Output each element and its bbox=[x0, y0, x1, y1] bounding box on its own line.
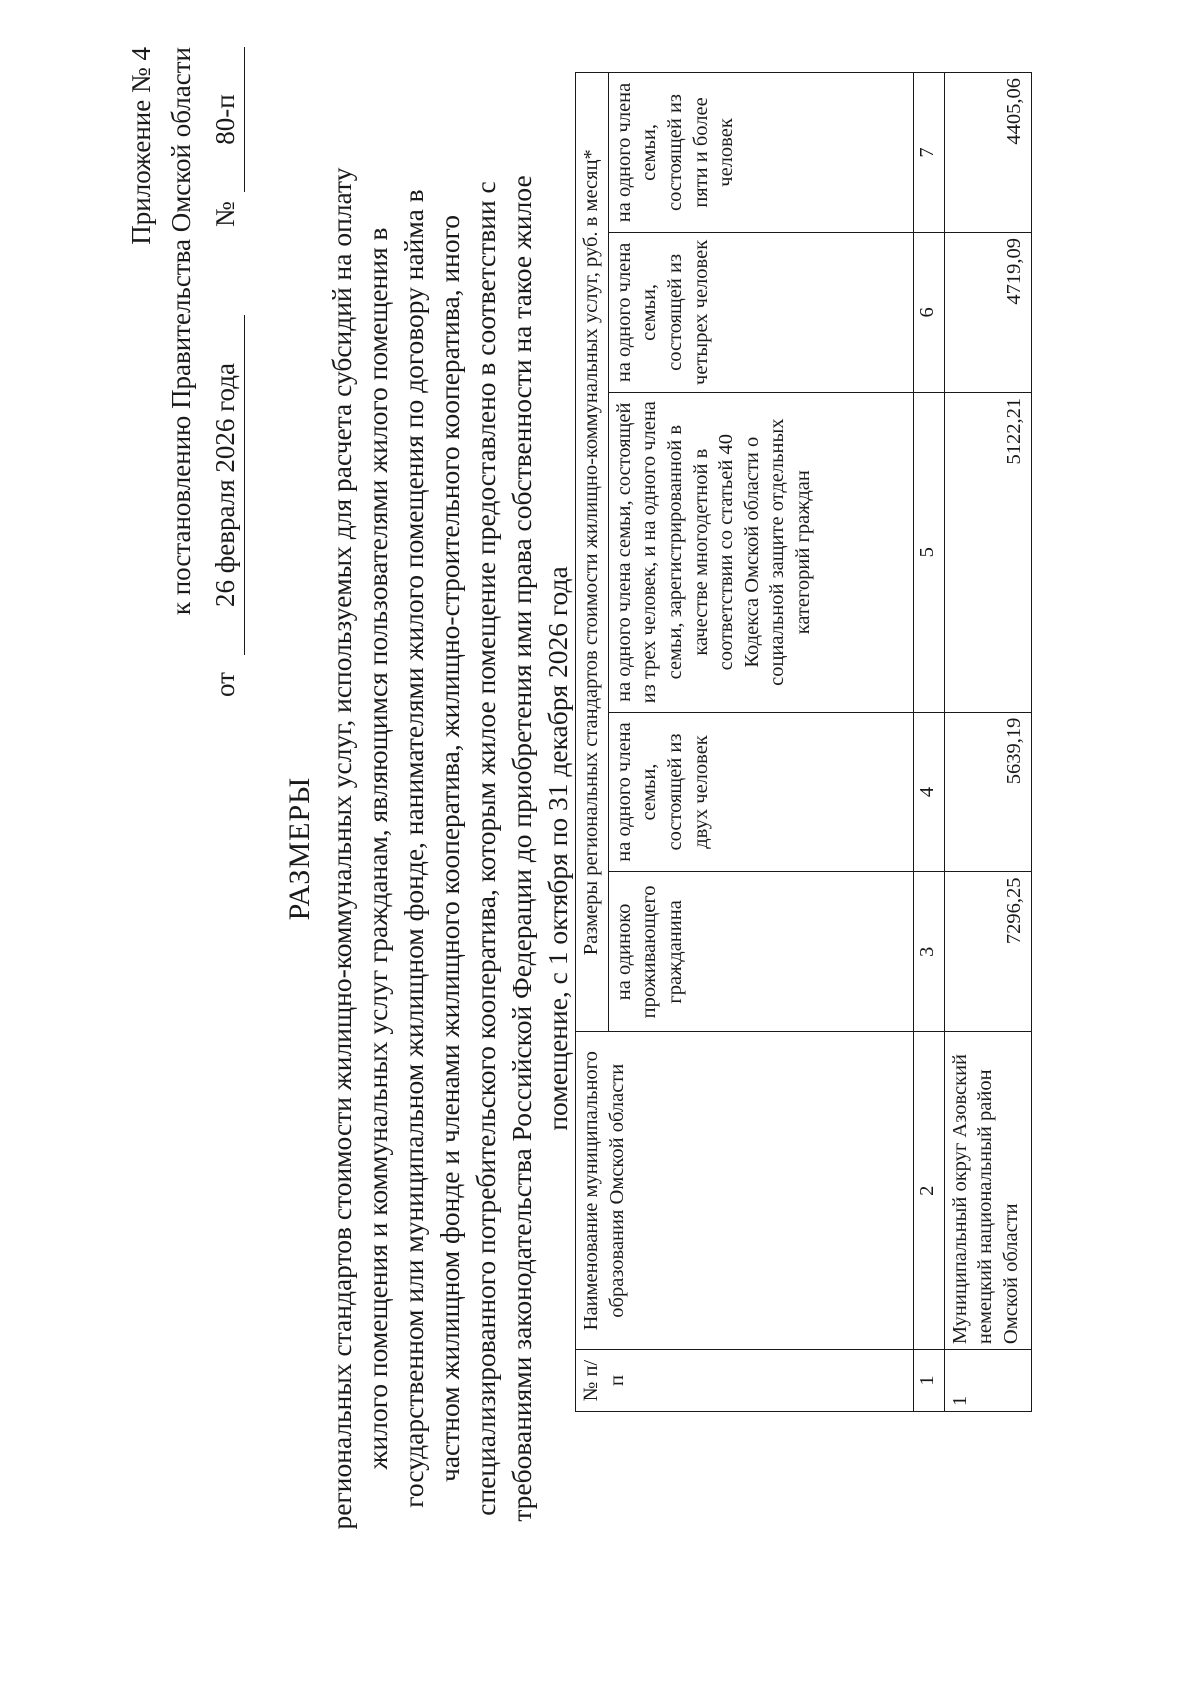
table-header-row bbox=[576, 73, 609, 1412]
body-line: жилого помещения и коммунальных услуг гражданам, являющимся пользователями жилого помещения в bbox=[362, 227, 393, 1470]
row-value: 4719,09 bbox=[944, 232, 1031, 392]
col-header-name: Наименование муниципального образования Омской области bbox=[576, 1032, 914, 1350]
column-number-row bbox=[913, 73, 944, 1412]
group-header: Размеры региональных стандартов стоимости жилищно-коммунальных услуг, руб. в месяц* bbox=[576, 73, 609, 1032]
sub-header: на одного члена семьи, состоящей из двух человек bbox=[608, 712, 913, 872]
col-header-number: № п/п bbox=[576, 1350, 914, 1412]
body-line: региональных стандартов стоимости жилищно-коммунальных услуг, используемых для расчета субсидий на оплату bbox=[326, 167, 357, 1530]
body-line: специализированного потребительского кооператива, которым жилое помещение предоставлено в соответствии с bbox=[470, 181, 501, 1516]
row-value: 5122,21 bbox=[944, 392, 1031, 712]
row-value: 7296,25 bbox=[944, 872, 1031, 1032]
table-row bbox=[944, 73, 1031, 1412]
row-name: Муниципальный округ Азовский немецкий национальный район Омской области bbox=[944, 1032, 1031, 1350]
column-number: 4 bbox=[913, 712, 944, 872]
sub-header: на одного члена семьи, состоящей из пяти и более человек bbox=[608, 73, 913, 233]
body-line: государственном или муниципальном жилищном фонде, нанимателями жилого помещения по договору найма в bbox=[398, 189, 429, 1508]
column-number: 7 bbox=[913, 73, 944, 233]
number-value: 80-п bbox=[210, 47, 245, 192]
appendix-title: Приложение № 4 bbox=[126, 47, 156, 245]
body-line: требованиями законодательства Российской Федерации до приобретения ими права собственности на такое жилое bbox=[506, 175, 537, 1522]
body-line: частном жилищном фонде и членами жилищного кооператива, жилищно-строительного кооператива, иного bbox=[434, 215, 465, 1483]
standards-table bbox=[575, 72, 1032, 1412]
date-value: 26 февраля 2026 года bbox=[210, 315, 245, 655]
column-number: 6 bbox=[913, 232, 944, 392]
sub-header: на одного члена семьи, состоящей из трех человек, и на одного члена семьи, зарегистрированной в качестве многодетной в соответствии со статьей 40 Кодекса Омской области о социальной защите отдельных категорий граждан bbox=[608, 392, 913, 712]
sub-header: на одного члена семьи, состоящей из четырех человек bbox=[608, 232, 913, 392]
column-number: 2 bbox=[913, 1032, 944, 1350]
column-number: 5 bbox=[913, 392, 944, 712]
row-number: 1 bbox=[944, 1350, 1031, 1412]
body-line: помещение, с 1 октября по 31 декабря 2026 года bbox=[542, 566, 573, 1131]
row-value: 4405,06 bbox=[944, 73, 1031, 233]
appendix-subtitle: к постановлению Правительства Омской области bbox=[166, 47, 196, 616]
column-number: 1 bbox=[913, 1350, 944, 1412]
date-number-row bbox=[210, 47, 244, 697]
number-prefix: № bbox=[210, 201, 240, 227]
column-number: 3 bbox=[913, 872, 944, 1032]
row-value: 5639,19 bbox=[944, 712, 1031, 872]
sub-header: на одиноко проживающего гражданина bbox=[608, 872, 913, 1032]
document-title: РАЗМЕРЫ bbox=[283, 776, 316, 921]
date-prefix: от bbox=[210, 672, 240, 697]
